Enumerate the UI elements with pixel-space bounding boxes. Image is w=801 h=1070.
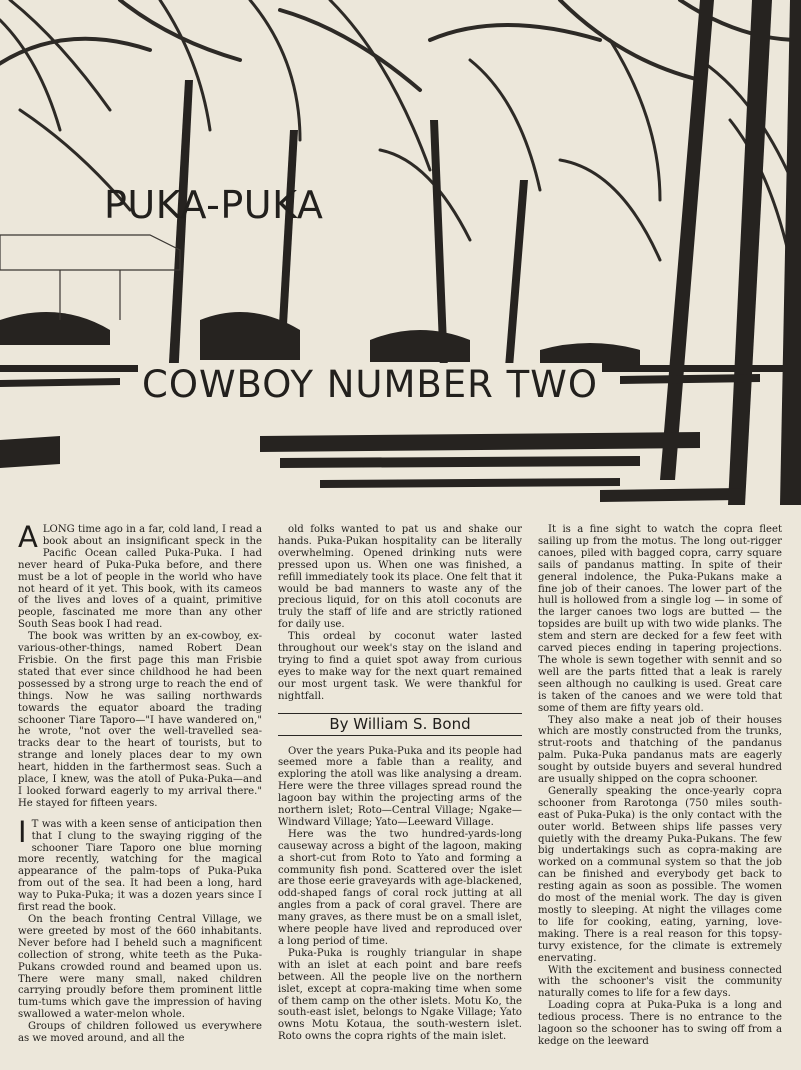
paragraph-text: LONG time ago in a far, cold land, I read a book about an insignificant speck in the Pacific Ocean called Puka-Puka. I had never heard of Puka-Puka before, and there must be a lot of people in the world who have not heard of it yet. This book, with its cameos of the lives and loves of a quaint, primitive people, fascinated me more than any other South Seas book I had read.: [18, 524, 262, 631]
article-column-3: [538, 524, 782, 1048]
byline: By William S. Bond: [278, 713, 522, 736]
paragraph: On the beach fronting Central Village, we were greeted by most of the 660 inhabitants. Never before had I beheld such a magnificent collection of strong, white teeth as the Puka-Pukans crowded round and beamed upon us. There were many small, naked children carrying proudly before them prominent little tum-tums which gave the impression of having swallowed a water-melon whole.: [18, 914, 262, 1021]
drop-cap: A: [18, 520, 38, 554]
paragraph: old folks wanted to pat us and shake our hands. Puka-Pukan hospitality can be literally overwhelming. Opened drinking nuts were pressed upon us. When one was finished, a refill immediately took its place. One felt that it would be bad manners to waste any of the precious liquid, for on this atoll coconuts are truly the staff of life and are strictly rationed for daily use.: [278, 524, 522, 631]
article-title-part1: PUKA-PUKA: [104, 183, 324, 227]
paragraph: Puka-Puka is roughly triangular in shape with an islet at each point and bare reefs between. All the people live on the northern islet, except at copra-making time when some of them camp on the other islets. Motu Ko, the south-east islet, belongs to Ngake Village; Yato owns Motu Kotaua, the south-western islet. Roto owns the copra rights of the main islet.: [278, 947, 522, 1043]
article-column-2: [278, 524, 522, 1043]
paragraph: They also make a neat job of their houses which are mostly constructed from the trunks, strut-roots and thatching of the pandanus palm. Puka-Puka pandanus mats are eagerly sought by outside buyers and several hundred are usually shipped on the copra schooner.: [538, 714, 782, 786]
paragraph-text: T was with a keen sense of anticipation then that I clung to the swaying rigging of the schooner Tiare Taporo one blue morning more recently, watching for the magical appearance of the palm-tops of Puka-Puka from out of the sea. It had been a long, hard way to Puka-Puka; it was a dozen years since I first read the book.: [18, 818, 262, 914]
paragraph: Over the years Puka-Puka and its people had seemed more a fable than a reality, and exploring the atoll was like analysing a dream. Here were the three villages spread round the lagoon bay within the projecting arms of the northern islet; Roto—Central Village; Ngake—Windward Village; Yato—Leeward Village.: [278, 745, 522, 828]
paragraph: Groups of children followed us everywhere as we moved around, and all the: [18, 1021, 262, 1045]
paragraph: The book was written by an ex-cowboy, ex-various-other-things, named Robert Dean Frisbie. On the first page this man Frisbie stated that ever since childhood he had been possessed by a strong urge to reach the end of things. Now he was sailing northwards towards the equator aboard the trading schooner Tiare Taporo—"I have wandered on," he wrote, "not over the well-travelled sea-tracks dear to the heart of tourists, but to strange and lonely places dear to my own heart, hidden in the farthermost seas. Such a place, I knew, was the atoll of Puka-Puka—and I looked forward eagerly to my arrival there." He stayed for fifteen years.: [18, 631, 262, 809]
paragraph: It is a fine sight to watch the copra fleet sailing up from the motus. The long out-rigger canoes, piled with bagged copra, carry square sails of pandanus matting. In spite of their general indolence, the Puka-Pukans make a fine job of their canoes. The lower part of the hull is hollowed from a single log — in some of the larger canoes two logs are butted — the topsides are built up with two wide planks. The stem and stern are decked for a few feet with carved pieces ending in tapering projections. The whole is sewn together with sennit and so well are the parts fitted that a leak is rarely seen although no caulking is used. Great care is taken of the canoes and we were told that some of them are fifty years old.: [538, 524, 782, 714]
article-title-part2: COWBOY NUMBER TWO: [138, 363, 602, 406]
paragraph: Generally speaking the once-yearly copra schooner from Rarotonga (750 miles south-east of Puka-Puka) is the only contact with the outer world. Between ships life passes very quietly with the dreamy Puka-Pukans. The few big undertakings such as copra-making are worked on a communal system so that the job can be finished and everybody get back to resting again as soon as possible. The women do most of the menial work. The day is given mostly to sleeping. At night the villages come to life for cooking, eating, yarning, love-making. There is a real reason for this topsy-turvy existence, for the climate is extremely enervating.: [538, 785, 782, 964]
article-column-1: [18, 520, 262, 1045]
paragraph: Here was the two hundred-yards-long causeway across a bight of the lagoon, making a short-cut from Roto to Yato and forming a community fish pond. Scattered over the islet are those eerie graveyards with age-blackened, odd-shaped fangs of coral rock jutting at all angles from a pack of coral gravel. There are many graves, as there must be on a small islet, where people have lived and reproduced over a long period of time.: [278, 828, 522, 947]
palm-beach-illustration: [0, 0, 801, 515]
drop-cap: I: [18, 814, 27, 849]
paragraph: With the excitement and business connected with the schooner's visit the community naturally comes to life for a few days.: [538, 964, 782, 1000]
paragraph: [18, 520, 262, 631]
paragraph: Loading copra at Puka-Puka is a long and tedious process. There is no entrance to the lagoon so the schooner has to swing off from a kedge on the leeward: [538, 1000, 782, 1047]
paragraph: This ordeal by coconut water lasted throughout our week's stay on the island and trying to find a quiet spot away from curious eyes to make way for the next quart remained our most urgent task. We were thankful for nightfall.: [278, 631, 522, 702]
paragraph: [18, 814, 262, 914]
